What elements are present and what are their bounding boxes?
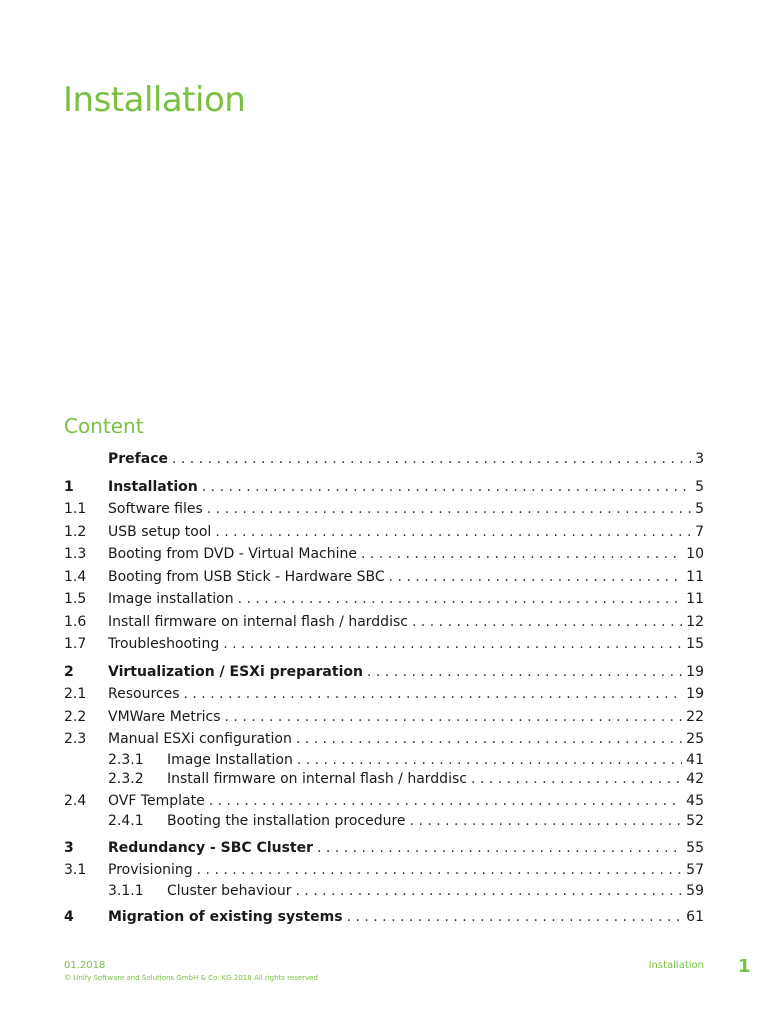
toc-entry-number: 2.3 [64, 731, 87, 747]
toc-leader-dots [410, 812, 683, 832]
toc-leader-dots [367, 661, 682, 684]
toc-entry-label: Provisioning [108, 862, 193, 878]
toc-leader-dots [197, 859, 683, 882]
toc-leader-dots [389, 566, 683, 589]
toc-entry-label: Installation [108, 478, 198, 495]
toc-entry-label: Booting the installation procedure [167, 813, 406, 829]
toc-leader-dots [317, 837, 682, 860]
toc-entry[interactable] [64, 543, 704, 566]
toc-entry-label: Software files [108, 501, 203, 517]
toc-entry-page: 25 [686, 731, 704, 747]
document-title: Installation [63, 80, 246, 120]
toc-entry-page: 55 [686, 839, 704, 856]
toc-leader-dots [209, 790, 682, 813]
toc-entry-number: 2.1 [64, 686, 87, 702]
toc-leader-dots [202, 476, 691, 499]
toc-entry[interactable] [64, 448, 704, 471]
toc-entry-page: 45 [686, 792, 704, 809]
toc-entry[interactable] [64, 633, 704, 656]
toc-entry-label: OVF Template [108, 792, 205, 809]
footer-copyright: © Unify Software and Solutions GmbH & Co. KG 2018 All rights reserved [64, 974, 318, 982]
toc-entry-page: 41 [686, 751, 704, 768]
toc-entry-number: 1.3 [64, 546, 87, 562]
toc-entry-page: 7 [695, 523, 704, 540]
toc-entry-number: 4 [64, 909, 74, 925]
toc-leader-dots [172, 448, 691, 471]
toc-entry-page: 3 [695, 451, 704, 467]
toc-entry[interactable] [64, 837, 704, 860]
toc-entry[interactable] [64, 588, 704, 611]
toc-entry-page: 5 [695, 501, 704, 517]
toc-entry-number: 1 [64, 478, 74, 495]
toc-entry-number: 1.4 [64, 568, 87, 585]
toc-leader-dots [296, 728, 682, 751]
toc-entry[interactable] [64, 476, 704, 499]
toc-leader-dots [223, 633, 682, 656]
toc-entry-label: Install firmware on internal flash / harddisc [108, 613, 408, 630]
toc-entry-number: 1.5 [64, 591, 87, 607]
toc-entry-page: 22 [686, 708, 704, 725]
toc-leader-dots [184, 683, 683, 706]
toc-entry[interactable] [64, 906, 704, 929]
toc-entry-label: Virtualization / ESXi preparation [108, 663, 363, 680]
content-heading: Content [64, 414, 144, 438]
toc-entry-subnumber: 2.3.1 [108, 751, 144, 768]
toc-entry-label: USB setup tool [108, 523, 212, 540]
toc-entry[interactable] [64, 521, 704, 544]
toc-entry-label: Manual ESXi configuration [108, 731, 292, 747]
toc-entry-label: VMWare Metrics [108, 708, 221, 725]
toc-entry-number: 2.2 [64, 708, 87, 725]
toc-entry-page: 11 [686, 568, 704, 585]
toc-entry[interactable] [64, 566, 704, 589]
toc-entry-number: 1.7 [64, 636, 87, 652]
toc-entry-page: 57 [686, 862, 704, 878]
toc-entry[interactable] [64, 859, 704, 882]
toc-entry-subnumber: 2.3.2 [108, 771, 144, 787]
toc-entry-page: 52 [686, 813, 704, 829]
toc-leader-dots [412, 611, 682, 634]
toc-entry[interactable] [64, 611, 704, 634]
toc-entry-page: 19 [686, 686, 704, 702]
toc-entry-page: 11 [686, 591, 704, 607]
toc-entry-label: Image installation [108, 591, 234, 607]
toc-entry-label: Redundancy - SBC Cluster [108, 839, 314, 856]
toc-entry[interactable] [64, 728, 704, 751]
toc-entry-label: Cluster behaviour [167, 882, 292, 899]
toc-entry-number: 3 [64, 839, 74, 856]
toc-entry-subnumber: 2.4.1 [108, 813, 144, 829]
toc-entry[interactable] [64, 751, 704, 771]
toc-entry-page: 15 [686, 636, 704, 652]
toc-entry-page: 61 [686, 909, 704, 925]
toc-leader-dots [225, 706, 683, 729]
toc-leader-dots [295, 882, 682, 902]
footer-page-number: 1 [738, 956, 751, 977]
toc-entry[interactable] [64, 661, 704, 684]
toc-entry-number: 2.4 [64, 792, 87, 809]
toc-entry-number: 1.1 [64, 501, 87, 517]
toc-entry-label: Booting from DVD - Virtual Machine [108, 546, 357, 562]
toc-entry-label: Booting from USB Stick - Hardware SBC [108, 568, 385, 585]
toc-entry-subnumber: 3.1.1 [108, 882, 144, 899]
toc-entry-label: Resources [108, 686, 180, 702]
toc-leader-dots [215, 521, 691, 544]
toc-entry[interactable] [64, 790, 704, 813]
toc-entry[interactable] [64, 770, 704, 790]
toc-entry[interactable] [64, 498, 704, 521]
toc-entry-label: Install firmware on internal flash / harddisc [167, 771, 467, 787]
toc-entry[interactable] [64, 882, 704, 902]
toc-leader-dots [207, 498, 691, 521]
toc-leader-dots [238, 588, 683, 611]
toc-entry-number: 1.2 [64, 523, 87, 540]
toc-entry-number: 3.1 [64, 862, 87, 878]
toc-entry-number: 2 [64, 663, 74, 680]
toc-entry[interactable] [64, 706, 704, 729]
footer-date: 01.2018 [64, 960, 106, 971]
toc-entry-label: Troubleshooting [108, 636, 220, 652]
toc-entry[interactable] [64, 812, 704, 832]
toc-entry[interactable] [64, 683, 704, 706]
toc-entry-page: 10 [686, 546, 704, 562]
toc-entry-page: 42 [686, 771, 704, 787]
toc-leader-dots [347, 906, 683, 929]
toc-entry-page: 59 [686, 882, 704, 899]
table-of-contents [64, 448, 704, 929]
toc-entry-page: 19 [686, 663, 704, 680]
toc-entry-page: 12 [686, 613, 704, 630]
toc-leader-dots [471, 770, 682, 790]
toc-entry-number: 1.6 [64, 613, 87, 630]
toc-entry-label: Migration of existing systems [108, 909, 343, 925]
toc-entry-page: 5 [695, 478, 704, 495]
footer-section-name: Installation [648, 960, 704, 971]
toc-leader-dots [297, 751, 682, 771]
toc-entry-label: Preface [108, 451, 168, 467]
toc-leader-dots [361, 543, 682, 566]
toc-entry-label: Image Installation [167, 751, 293, 768]
